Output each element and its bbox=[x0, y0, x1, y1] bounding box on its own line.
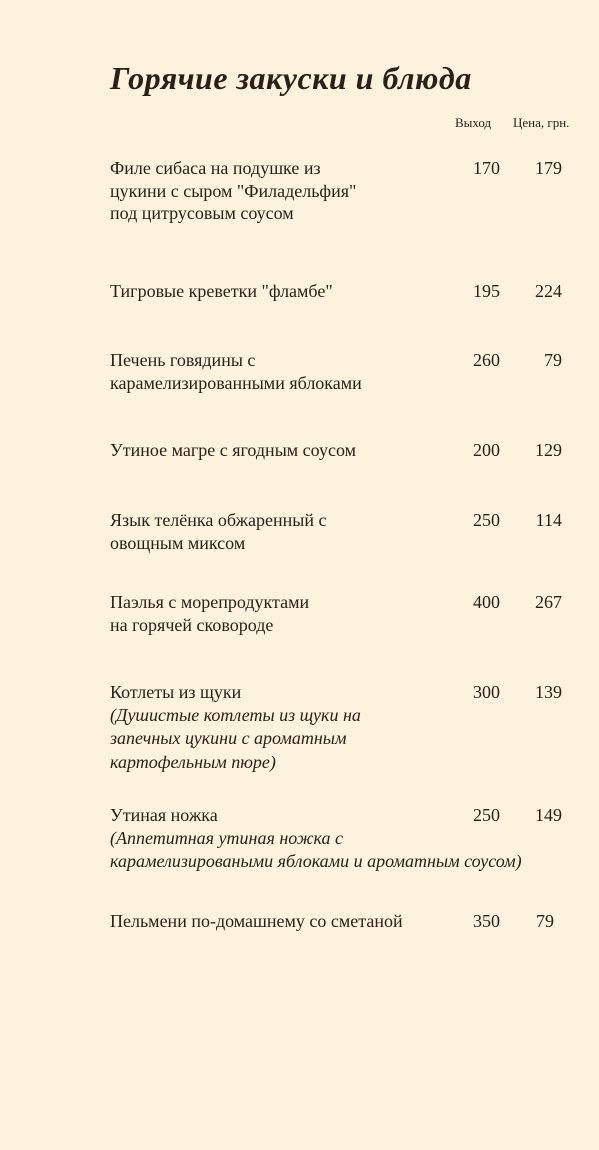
menu-item-weight: 200 bbox=[473, 440, 500, 460]
menu-item bbox=[110, 509, 570, 554]
column-header-price: Цена, грн. bbox=[513, 115, 570, 130]
menu-item-name: Тигровые креветки "фламбе" bbox=[110, 281, 333, 301]
menu-item-name: Котлеты из щуки bbox=[110, 682, 242, 702]
menu-item-name: Паэлья с морепродуктами на горячей сковороде bbox=[110, 592, 310, 635]
menu-item-price: 114 bbox=[535, 510, 562, 530]
menu-item-name: Утиное магре с ягодным соусом bbox=[110, 440, 357, 460]
menu-item-weight: 250 bbox=[473, 510, 500, 530]
menu-item-weight: 300 bbox=[473, 682, 500, 702]
menu-item bbox=[110, 349, 570, 394]
menu-item-price: 129 bbox=[535, 440, 562, 460]
menu-item-weight: 350 bbox=[473, 911, 500, 931]
menu-item bbox=[110, 280, 570, 303]
menu-item-price: 224 bbox=[535, 281, 562, 301]
menu-item bbox=[110, 681, 570, 774]
menu-item-name: Пельмени по-домашнему со сметаной bbox=[110, 911, 403, 931]
menu-item-price: 149 bbox=[535, 805, 562, 825]
menu-item-weight: 400 bbox=[473, 592, 500, 612]
menu-item bbox=[110, 439, 570, 462]
menu-item-price: 139 bbox=[535, 682, 562, 702]
menu-item-description: (Аппетитная утиная ножка с карамелизироваными яблоками и ароматным соусом) bbox=[110, 827, 522, 871]
menu-item-weight: 250 bbox=[473, 805, 500, 825]
menu-item bbox=[110, 804, 570, 874]
menu-item-price: 267 bbox=[535, 592, 562, 612]
menu-item-name: Филе сибаса на подушке из цукини с сыром "Филадельфия" под цитрусовым соусом bbox=[110, 158, 357, 223]
column-header-output: Выход bbox=[455, 115, 492, 130]
menu-item-weight: 170 bbox=[473, 158, 500, 178]
menu-item-name: Утиная ножка bbox=[110, 805, 218, 825]
menu-item-weight: 260 bbox=[473, 350, 500, 370]
menu-item-price: 79 bbox=[544, 350, 562, 370]
menu-item-price: 179 bbox=[535, 158, 562, 178]
menu-item-name: Печень говядины с карамелизированными яблоками bbox=[110, 350, 362, 393]
menu-item bbox=[110, 591, 570, 636]
menu-item-description: (Душистые котлеты из щуки на запечных цукини с ароматным картофельным пюре) bbox=[110, 704, 361, 772]
menu-item-price: 79 bbox=[536, 911, 554, 931]
menu-item-weight: 195 bbox=[473, 281, 500, 301]
menu-item bbox=[110, 157, 570, 225]
menu-item bbox=[110, 910, 570, 933]
page-title: Горячие закуски и блюда bbox=[110, 60, 472, 96]
menu-item-name: Язык телёнка обжаренный с овощным миксом bbox=[110, 510, 327, 553]
